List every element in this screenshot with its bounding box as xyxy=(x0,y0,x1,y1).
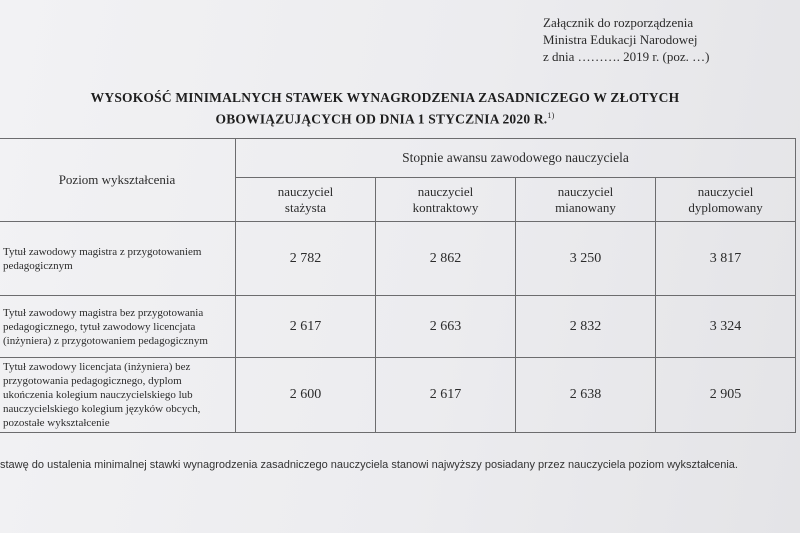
level-header-mianowany xyxy=(516,178,656,222)
value-cell: 2 782 xyxy=(236,222,376,296)
document-title xyxy=(60,89,710,129)
row-label: Tytuł zawodowy magistra bez przygotowania pedagogicznego, tytuł zawodowy licencjata (inżyniera) z przygotowaniem pedagogicznym xyxy=(0,296,236,358)
education-header: Poziom wykształcenia xyxy=(0,139,236,222)
annex-line-2: Ministra Edukacji Narodowej xyxy=(543,32,698,47)
annex-header xyxy=(543,14,709,65)
value-cell: 2 663 xyxy=(376,296,516,358)
level-header-line2: mianowany xyxy=(555,200,616,215)
title-line-2-text: OBOWIĄZUJĄCYCH OD DNIA 1 STYCZNIA 2020 R. xyxy=(215,111,548,127)
level-header-line1: nauczyciel xyxy=(557,184,614,199)
table-row xyxy=(0,358,796,433)
value-cell: 3 324 xyxy=(656,296,796,358)
value-cell: 3 817 xyxy=(656,222,796,296)
footnote-text: stawę do ustalenia minimalnej stawki wynagrodzenia zasadniczego nauczyciela stanowi najwyższy posiadany przez nauczyciela poziom wykształcenia. xyxy=(0,459,738,471)
level-header-line1: nauczyciel xyxy=(697,184,754,199)
promotion-levels-header: Stopnie awansu zawodowego nauczyciela xyxy=(236,139,796,178)
annex-line-1: Załącznik do rozporządzenia xyxy=(543,15,694,30)
value-cell: 2 617 xyxy=(376,358,516,433)
annex-line-3: z dnia ………. 2019 r. (poz. …) xyxy=(543,49,710,64)
row-label: Tytuł zawodowy magistra z przygotowaniem pedagogicznym xyxy=(0,222,236,296)
level-header-line1: nauczyciel xyxy=(417,184,474,199)
table-row xyxy=(0,296,796,358)
title-line-1: WYSOKOŚĆ MINIMALNYCH STAWEK WYNAGRODZENIA ZASADNICZEGO W ZŁOTYCH xyxy=(90,90,680,105)
level-header-dyplomowany xyxy=(656,178,796,222)
value-cell: 2 638 xyxy=(516,358,656,433)
value-cell: 2 617 xyxy=(236,296,376,358)
title-line-2 xyxy=(60,107,710,129)
level-header-line2: stażysta xyxy=(284,200,327,215)
level-header-stazysta xyxy=(236,178,376,222)
level-header-kontraktowy xyxy=(376,178,516,222)
value-cell: 2 905 xyxy=(656,358,796,433)
value-cell: 2 862 xyxy=(376,222,516,296)
value-cell: 2 600 xyxy=(236,358,376,433)
salary-table xyxy=(0,138,796,433)
level-header-line2: dyplomowany xyxy=(688,200,763,215)
table-row xyxy=(0,222,796,296)
value-cell: 2 832 xyxy=(516,296,656,358)
title-footnote-mark: 1) xyxy=(547,111,555,120)
level-header-line1: nauczyciel xyxy=(277,184,334,199)
value-cell: 3 250 xyxy=(516,222,656,296)
row-label: Tytuł zawodowy licencjata (inżyniera) bez przygotowania pedagogicznego, dyplom ukończenia kolegium nauczycielskiego lub nauczycielskiego kolegium języków obcych, pozostałe wykształcenie xyxy=(0,358,236,433)
level-header-line2: kontraktowy xyxy=(412,200,479,215)
